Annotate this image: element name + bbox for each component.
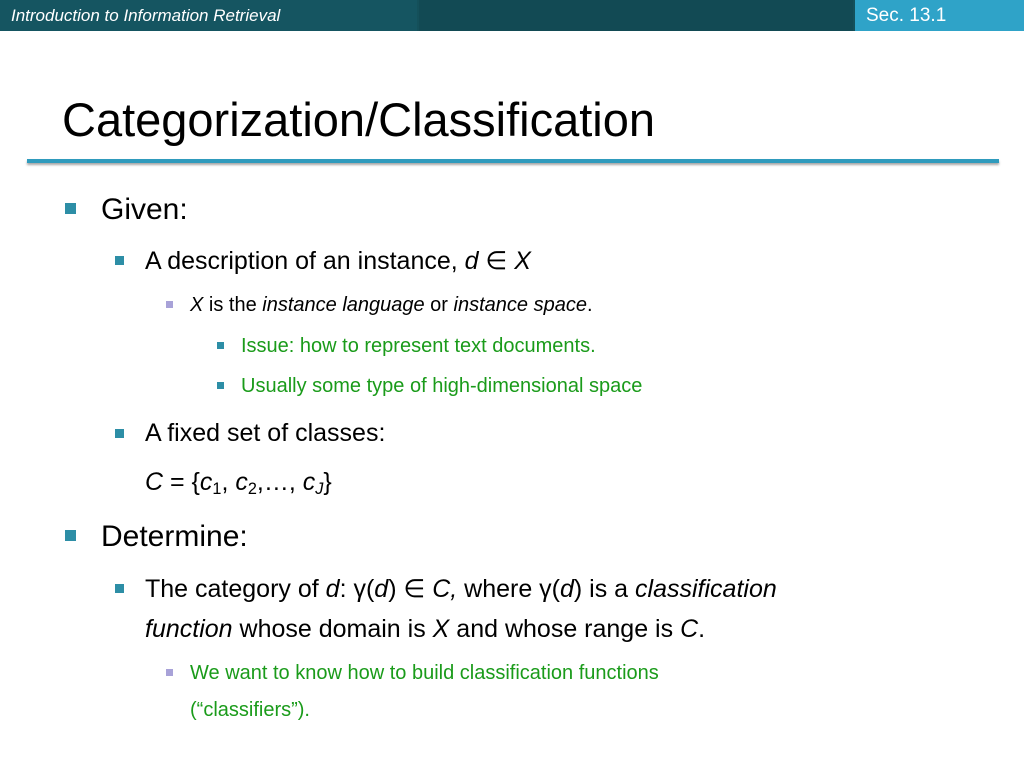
x-or: or — [424, 294, 454, 316]
cat-domain: whose domain is — [232, 615, 433, 643]
bullet-square-icon — [115, 584, 124, 593]
set-sub1: 1 — [212, 480, 222, 499]
cat-classification: classification — [635, 575, 777, 603]
bullet-instance-language — [190, 294, 593, 317]
cat-where: where γ( — [457, 575, 560, 603]
given-label: Given: — [101, 193, 188, 226]
bullet-usually: Usually some type of high-dimensional space — [241, 375, 643, 397]
set-dots: ,…, — [256, 468, 303, 496]
cat-period: . — [698, 615, 706, 643]
header-bar — [0, 0, 1024, 31]
bullet-issue: Issue: how to represent text documents. — [241, 335, 596, 357]
bullet-determine — [101, 520, 248, 554]
set-c1: c — [199, 468, 213, 496]
bullet-square-icon — [166, 669, 173, 676]
bullet-square-icon — [65, 530, 76, 541]
bullet-square-icon — [217, 382, 224, 389]
set-eq: = { — [163, 468, 200, 496]
cat-gamma: : γ( — [339, 575, 375, 603]
x-period: . — [586, 294, 593, 316]
bullet-square-icon — [166, 301, 173, 308]
desc-x: X — [514, 247, 531, 275]
bullet-want-line1: We want to know how to build classification functions — [190, 662, 659, 684]
cat-in: ) ∈ — [388, 575, 433, 603]
bullet-square-icon — [65, 203, 76, 214]
set-c2: c — [235, 468, 248, 496]
determine-label: Determine: — [101, 520, 248, 553]
bullet-given — [101, 193, 188, 227]
cat-range: and whose range is — [449, 615, 681, 643]
set-c: C — [145, 468, 164, 496]
cat-d2: d — [374, 575, 389, 603]
bullet-square-icon — [115, 429, 124, 438]
bullet-square-icon — [217, 342, 224, 349]
cat-d3: d — [560, 575, 574, 603]
cat-text1: The category of — [145, 575, 326, 603]
cat-isa: ) is a — [573, 575, 636, 603]
bullet-description — [145, 246, 531, 276]
x-instance-language: instance language — [262, 294, 425, 316]
x-is-the: is the — [203, 294, 263, 316]
set-cj: c — [302, 468, 316, 496]
bullet-fixed-set: A fixed set of classes: — [145, 419, 386, 447]
bullet-square-icon — [115, 256, 124, 265]
bullet-want-line2: (“classifiers”). — [190, 699, 310, 721]
cat-x: X — [432, 615, 450, 643]
cat-d: d — [325, 575, 340, 603]
set-subj: J — [315, 480, 324, 499]
desc-d: d — [464, 247, 479, 275]
course-title: Introduction to Information Retrieval — [11, 6, 281, 25]
title-divider — [27, 159, 999, 163]
header-segment-middle — [419, 0, 853, 31]
set-close: } — [323, 468, 332, 496]
desc-text: A description of an instance, — [145, 247, 465, 275]
cat-function: function — [145, 615, 233, 643]
set-comma1: , — [221, 468, 236, 496]
section-label: Sec. 13.1 — [866, 5, 947, 26]
x-instance-space: instance space — [453, 294, 587, 316]
x-var: X — [190, 294, 204, 316]
bullet-category-line2 — [145, 615, 705, 644]
set-sub2: 2 — [247, 480, 257, 499]
cat-c2: C — [680, 615, 699, 643]
cat-c: C, — [432, 575, 458, 603]
desc-in: ∈ — [478, 247, 515, 275]
class-set-formula — [145, 468, 332, 497]
slide-title: Categorization/Classification — [62, 93, 656, 146]
bullet-category-line1 — [145, 574, 777, 604]
